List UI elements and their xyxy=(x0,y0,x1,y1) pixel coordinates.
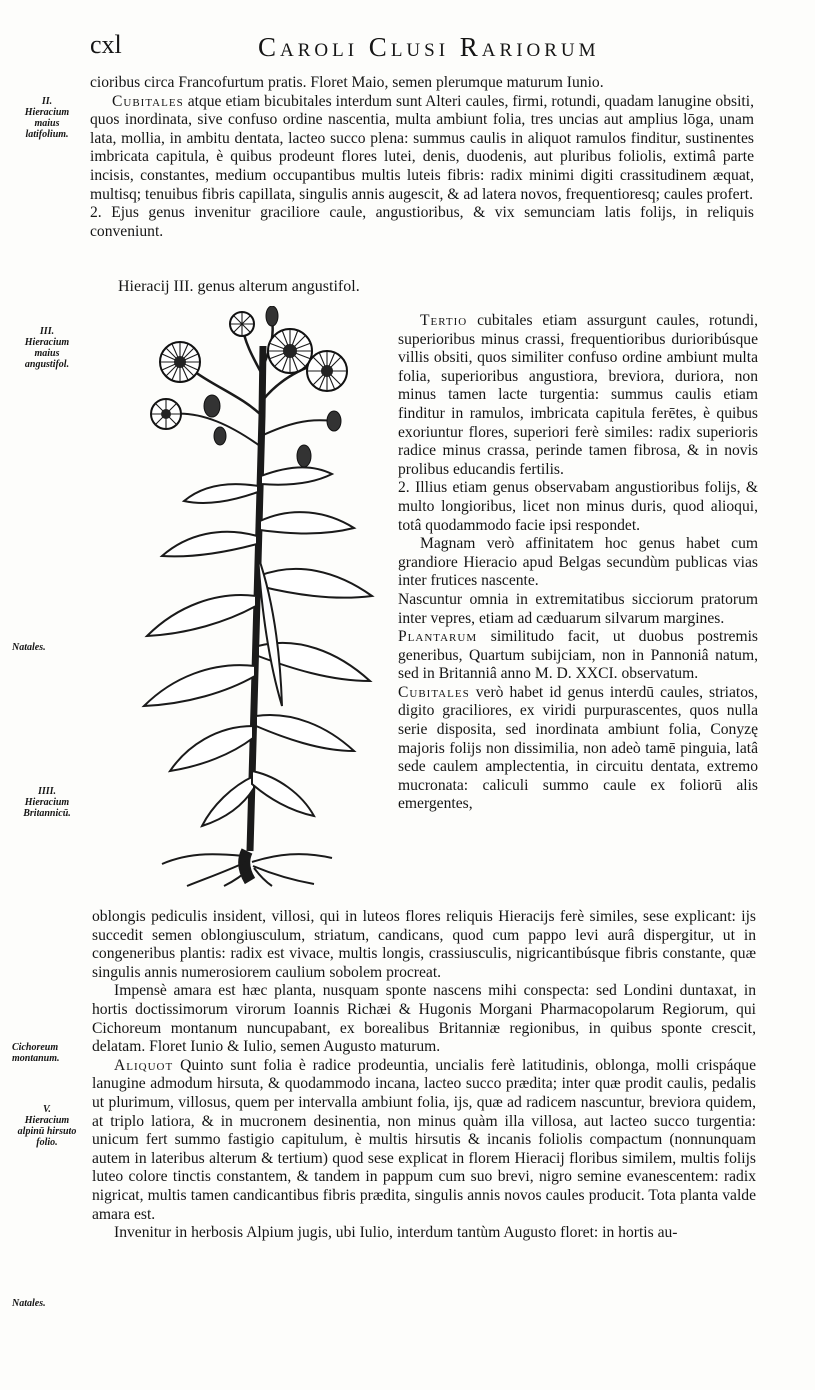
margin-numeral: III. xyxy=(39,326,55,337)
leaf xyxy=(184,484,258,503)
margin-note-cichoreum: Cichoreum montanum. xyxy=(12,1042,60,1064)
margin-numeral: V. xyxy=(43,1104,51,1115)
flower-head xyxy=(160,342,200,382)
flower-bud xyxy=(204,395,220,417)
text-column-right xyxy=(398,312,758,814)
paragraph-body: atque etiam bicubitales interdum sunt Alteri caules, firmi, rotundi, quadam lanugine obsiti, quos inordinata, sive confuso ordine nascentia, multa ambiunt folia, tres uncias aut amplius lōga, unam lata, mollia, in ambitu dentata, lacteo succo plena: summus caulis in aliquot ramulos finditur, sustinentes imbricata capitula, è quibus prodeunt flores lutei, denis, duodenis, aut pluribus foliolis, extimâ parte incisis, constantes, medium occupantibus multis luteis fibris: radix minimi digiti crassitudinem æquat, multisq; tenuibus fibris capillata, singulis annis augescit, & ad latera novos, frequentioresq; caules profert. xyxy=(90,92,754,203)
flower-bud xyxy=(214,427,226,445)
margin-note-ii xyxy=(12,96,82,140)
leaf xyxy=(256,715,354,751)
margin-note-natales-2: Natales. xyxy=(12,1298,46,1309)
paragraph-impense: Impensè amara est hæc planta, nusquam sponte nascens mihi conspecta: sed Londini duntaxat, in hortis doctissimorum virorum Ioannis Richæi & Hugonis Morgani Pharmacopolarum Regiorum, qui Cichoreum montanum nuncupabant, ex borealibus Britanniæ regionibus, in quibus sponte crescit, delatam. Floret Iunio & Iulio, semen Augusto maturum. xyxy=(92,982,756,1056)
flower-head xyxy=(307,351,347,391)
paragraph-iiii-start xyxy=(398,684,758,814)
figure-caption: Hieracij III. genus alterum angustifol. xyxy=(118,278,360,295)
flower-bud xyxy=(327,411,341,431)
margin-note-v xyxy=(12,1104,82,1148)
branch-left xyxy=(187,366,262,416)
paragraph-nascuntur: Nascuntur omnia in extremitatibus sicciorum pratorum inter vepres, etiam ad cæduarum silvarum margines. xyxy=(398,590,758,627)
paragraph-lead: Cubitales xyxy=(112,92,184,110)
paragraph-ii-2: 2. Ejus genus invenitur graciliore caule, angustioribus, & vix semunciam latis folijs, in reliquis conveniunt. xyxy=(90,204,754,240)
leaf xyxy=(261,467,332,484)
paragraph-lead: Aliquot xyxy=(114,1056,174,1074)
paragraph-magnam: Magnam verò affinitatem hoc genus habet cum grandiore Hieracio apud Belgas secundùm publicas vias inter frutices nascente. xyxy=(398,535,758,590)
leaf xyxy=(162,532,257,557)
paragraph-last: Invenitur in herbosis Alpium jugis, ubi Iulio, interdum tantùm Augusto floret: in hortis au- xyxy=(114,1224,678,1242)
branch-low-right xyxy=(261,420,332,436)
margin-note-iii xyxy=(12,326,82,370)
paragraph-lead: Tertio xyxy=(420,312,468,329)
paragraph-lead: Cubitales xyxy=(398,683,470,701)
folio-number: cxl xyxy=(90,30,122,59)
running-head-title: Caroli Clusi Rariorum xyxy=(258,32,600,62)
paragraph-body: cubitales etiam assurgunt caules, rotundi, superioribus minus crassi, frequentioribus durioribúsque villis obsiti, quos similiter confuso ordine ambiunt multa folia, superioribus angustiora, breviora, duriora, non minus tamen lacte turgentia: summus caulis etiam finditur in ramulos, imbricata capitula ferētes, è quibus exoriuntur flores, superiori ferè similes: radix superioris radice minus crassa, perinde tamen fibrosa, & in novis prolibus educandis fertilis. xyxy=(398,312,758,478)
margin-label: Hieracium maius latifolium. xyxy=(24,107,70,140)
paragraph-iii-2: 2. Illius etiam genus observabam angustioribus folijs, & multo longioribus, licet non minus duris, quod alioqui, totâ quodammodo facie ipsi respondet. xyxy=(398,479,758,534)
leaf xyxy=(202,776,254,826)
paragraph-iiii-continued: oblongis pediculis insident, villosi, qui in luteos flores reliquis Hieracijs ferè similes, sese explicant: ijs succedit semen oblongiusculum, striatum, candicans, quod cum pappo levi aurâ dispergitur, ut in congeneribus plantis: radix est vivace, multis longis, crassiusculis, nigricantibúsque fibris constante, quæ singulis annis numerosiorem caulium sobolem procreat. xyxy=(92,908,756,981)
flower-bud xyxy=(266,306,278,326)
paragraph-ii xyxy=(90,93,754,205)
leaf xyxy=(260,512,354,533)
leaf xyxy=(252,771,314,816)
margin-label: Hieracium Britannicū. xyxy=(23,797,71,819)
leaf xyxy=(144,665,255,706)
paragraph-plantarum xyxy=(398,628,758,684)
margin-label: Hieracium maius angustifol. xyxy=(24,337,70,370)
leaf xyxy=(170,726,253,771)
margin-numeral: II. xyxy=(41,96,53,107)
leaf xyxy=(147,595,256,636)
paragraph-v xyxy=(92,1057,756,1224)
margin-note-natales-1: Natales. xyxy=(12,642,46,653)
paragraph-iii xyxy=(398,312,758,479)
plant-root xyxy=(162,851,332,886)
text-block-top xyxy=(90,74,754,241)
flower-head xyxy=(151,399,181,429)
margin-label: Hieracium alpinū hirsuto folio. xyxy=(17,1115,77,1148)
margin-note-iiii xyxy=(12,786,82,819)
flower-head xyxy=(230,312,254,336)
top-line: cioribus circa Francofurtum pratis. Floret Maio, semen plerumque maturum Iunio. xyxy=(90,74,604,91)
flower-bud xyxy=(297,445,311,467)
paragraph-body: verò habet id genus interdū caules, striatos, digito graciliores, ex viridi purpurascentes, quos nulla serie disposita, sed inordinata ambiunt folia, Conyzę majoris folijs non dissimilia, non adeò tamē pinguia, latâ sede caulem amplectentia, in circuitu dentata, extremo mucronata: caliculi summo caule ex foliorū alis emergentes, xyxy=(398,683,758,813)
plant-woodcut-illustration xyxy=(132,306,394,888)
flower-head xyxy=(268,329,312,373)
paragraph-body: Quinto sunt folia è radice prodeuntia, uncialis ferè latitudinis, oblonga, molli crispáque lanugine admodum hirsuta, & quodammodo incana, lacteo succo prædita; inter quæ prodit caulis, pedalis ut plurimum, villosus, quem per intervalla ambiunt folia, ijs, quæ ad radicem nascuntur, breviora quidem, at triplo latiora, & in mucronem desinentia, non minus quàm illa villosa, aut lacteo succo turgentia: unicum fert summo fastigio capitulum, è multis hirsutis & incanis foliolis compactum (nonnunquam autem in lateribus alterum & tertium) quod sese explicat in florem Hieracij floribus similem, multis folijs luteo colore tinctis constantem, & tandem in pappum cum suo brevi, nigro semine evanescentem: radix nigricat, multis tamen candicantibus fibris prædita, singulis annis novos caules producit. Tota planta valde amara est. xyxy=(92,1056,756,1223)
margin-numeral: IIII. xyxy=(37,786,57,797)
paragraph-lead: Plantarum xyxy=(398,628,478,646)
leaf xyxy=(259,569,372,598)
paragraph-body: similitudo facit, ut duobus postremis generibus, Quartum subijciam, non in Pannoniâ natum, sed in Britanniâ anno M. D. XXCI. observatum. xyxy=(398,628,758,683)
running-header xyxy=(90,26,780,66)
text-block-lower xyxy=(92,908,756,1243)
